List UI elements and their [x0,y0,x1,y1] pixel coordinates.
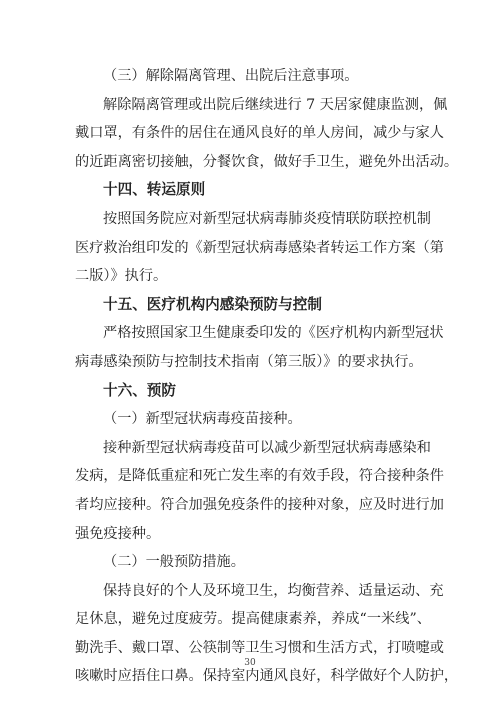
paragraph-line: 强免疫接种。 [75,525,161,542]
paragraph-line: 戴口罩，有条件的居住在通风良好的单人房间，减少与家人 [75,125,444,142]
paragraph-line: 保持良好的个人及环境卫生，均衡营养、适量运动、充 [103,582,444,599]
section-heading-prevention: 十六、预防 [103,381,176,399]
paragraph-line: 咳嗽时应捂住口鼻。保持室内通风良好，科学做好个人防护， [75,668,459,685]
paragraph-line: 足休息，避免过度疲劳。提高健康素养，养成“一米线”、 [75,611,431,628]
paragraph-line: 病毒感染预防与控制技术指南（第三版）》的要求执行。 [75,353,423,370]
paragraph-line: 严格按照国家卫生健康委印发的《医疗机构内新型冠状 [103,325,444,342]
section-heading-transfer-principles: 十四、转运原则 [103,181,206,199]
subsection-heading-general-measures: （二）一般预防措施。 [103,554,245,571]
paragraph-line: 医疗救治组印发的《新型冠状病毒感染者转运工作方案（第 [75,239,444,256]
paragraph-line: 二版）》执行。 [75,268,168,285]
paragraph-line: 勤洗手、戴口罩、公筷制等卫生习惯和生活方式，打喷嚏或 [75,639,444,656]
section-heading-infection-control: 十五、医疗机构内感染预防与控制 [103,295,322,313]
paragraph-line: 按照国务院应对新型冠状病毒肺炎疫情联防联控机制 [103,210,431,227]
paragraph-line: 的近距离密切接触，分餐饮食，做好手卫生，避免外出活动。 [75,153,459,170]
paragraph-line: 者均应接种。符合加强免疫条件的接种对象，应及时进行加 [75,496,444,513]
subsection-heading-vaccination: （一）新型冠状病毒疫苗接种。 [103,411,302,428]
document-body [75,62,459,691]
page-number: 30 [244,658,256,668]
subsection-heading-discharge-notes: （三）解除隔离管理、出院后注意事项。 [103,68,359,84]
paragraph-line: 接种新型冠状病毒疫苗可以减少新型冠状病毒感染和 [103,439,431,456]
paragraph-line: 发病，是降低重症和死亡发生率的有效手段，符合接种条件 [75,468,444,485]
paragraph-line: 解除隔离管理或出院后继续进行 7 天居家健康监测，佩 [103,96,448,113]
